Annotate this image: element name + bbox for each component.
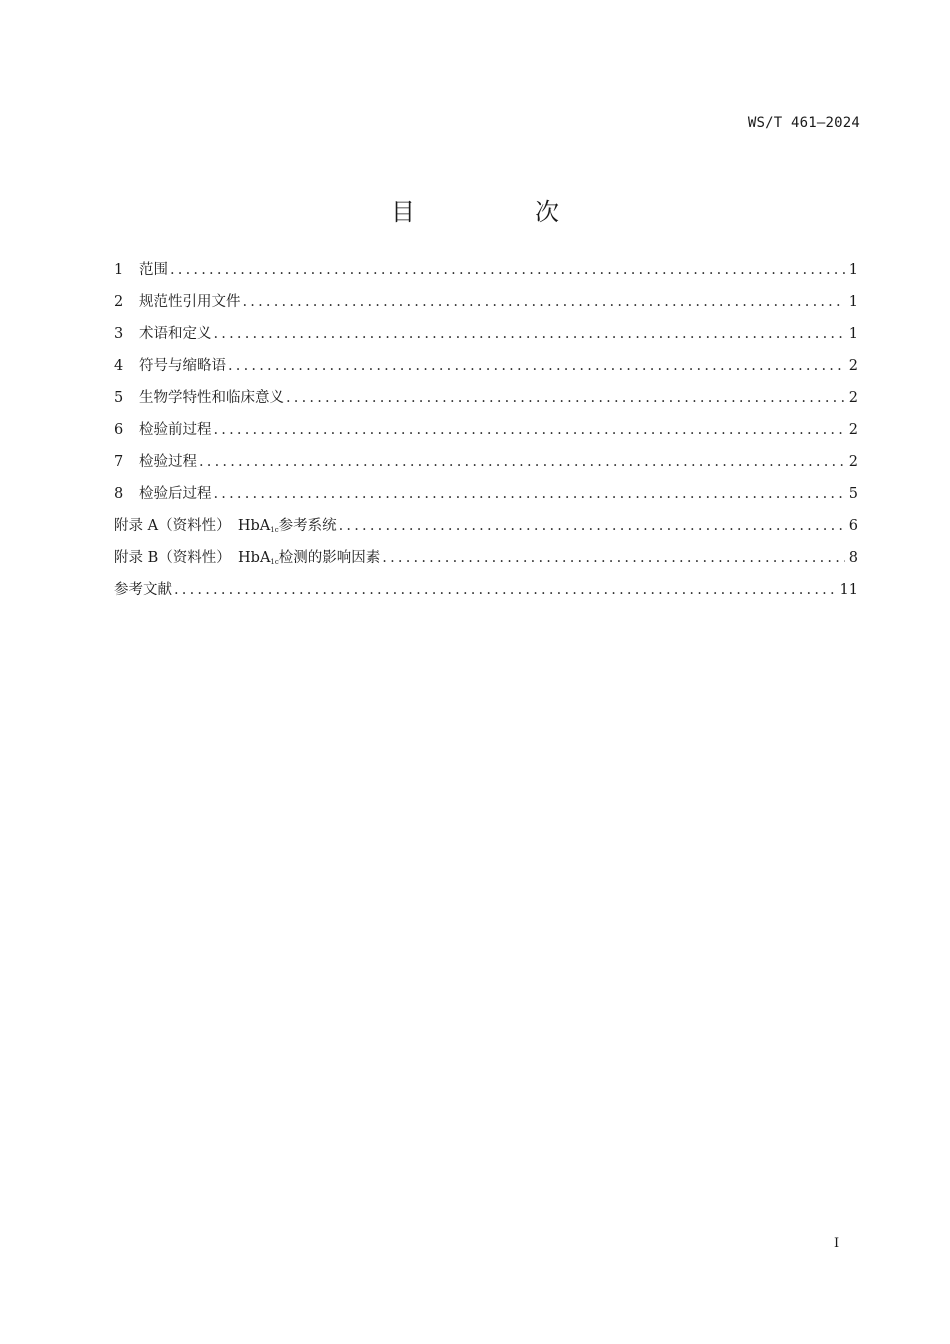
toc-entry-label: 检验后过程: [139, 486, 212, 502]
toc-entry-symbols-abbreviations[interactable]: [114, 354, 858, 386]
toc-entry-label: 规范性引用文件: [139, 294, 241, 310]
toc-entry-page: 2: [848, 454, 858, 470]
page-title: 目 次: [391, 198, 607, 226]
toc-entry-number: 5: [114, 390, 124, 406]
toc-entry-scope[interactable]: [114, 258, 858, 290]
toc-entry-terms-definitions[interactable]: [114, 322, 858, 354]
toc-entry-page: 2: [848, 358, 858, 374]
toc-entry-page: 2: [848, 422, 858, 438]
toc-entry-number: 8: [114, 486, 124, 502]
standard-code: WS/T 461—2024: [747, 115, 860, 131]
toc-entry-label: 参考文献: [114, 582, 172, 598]
dot-leader: [214, 486, 845, 502]
toc-entry-number: 7: [114, 454, 124, 470]
dot-leader: [170, 262, 845, 278]
toc-entry-number: 2: [114, 294, 124, 310]
table-of-contents: [114, 258, 858, 610]
dot-leader: [243, 294, 845, 310]
toc-entry-label: 符号与缩略语: [139, 358, 226, 374]
toc-entry-page: 1: [848, 294, 858, 310]
dot-leader: [382, 550, 844, 566]
toc-entry-number: 1: [114, 262, 124, 278]
toc-entry-annex-a[interactable]: [114, 514, 858, 546]
toc-entry-page: 2: [848, 390, 858, 406]
dot-leader: [286, 390, 845, 406]
annex-label-subscript: 1c: [270, 558, 279, 566]
toc-entry-page: 1: [848, 326, 858, 342]
toc-entry-number: 4: [114, 358, 124, 374]
dot-leader: [214, 326, 845, 342]
toc-entry-page: 1: [848, 262, 858, 278]
toc-entry-label: 检验前过程: [139, 422, 212, 438]
page-folio: I: [834, 1236, 840, 1251]
toc-entry-page: 6: [848, 518, 858, 534]
toc-entry-biological-characteristics[interactable]: [114, 386, 858, 418]
annex-label-subscript: 1c: [270, 526, 279, 534]
annex-label-suffix: 参考系统: [278, 518, 337, 534]
toc-entry-annex-b[interactable]: [114, 546, 858, 578]
toc-entry-page: 5: [848, 486, 858, 502]
toc-entry-label: 生物学特性和临床意义: [139, 390, 284, 406]
toc-entry-post-examination[interactable]: [114, 482, 858, 514]
toc-entry-label: [114, 514, 337, 535]
annex-label-suffix: 检测的影响因素: [278, 550, 381, 566]
dot-leader: [174, 582, 836, 598]
dot-leader: [339, 518, 845, 534]
toc-entry-number: 6: [114, 422, 124, 438]
toc-entry-page: 8: [848, 550, 858, 566]
toc-entry-label: 范围: [139, 262, 168, 278]
dot-leader: [228, 358, 845, 374]
annex-label-prefix: 附录 A（资料性） HbA: [114, 518, 271, 534]
toc-entry-label: 术语和定义: [139, 326, 212, 342]
toc-entry-normative-references[interactable]: [114, 290, 858, 322]
toc-entry-number: 3: [114, 326, 124, 342]
toc-entry-page: 11: [839, 582, 858, 598]
dot-leader: [199, 454, 845, 470]
annex-label-prefix: 附录 B（资料性） HbA: [114, 550, 271, 566]
toc-entry-pre-examination[interactable]: [114, 418, 858, 450]
toc-entry-label: [114, 546, 380, 567]
toc-entry-bibliography[interactable]: [114, 578, 858, 610]
dot-leader: [214, 422, 845, 438]
toc-entry-examination[interactable]: [114, 450, 858, 482]
toc-entry-label: 检验过程: [139, 454, 197, 470]
